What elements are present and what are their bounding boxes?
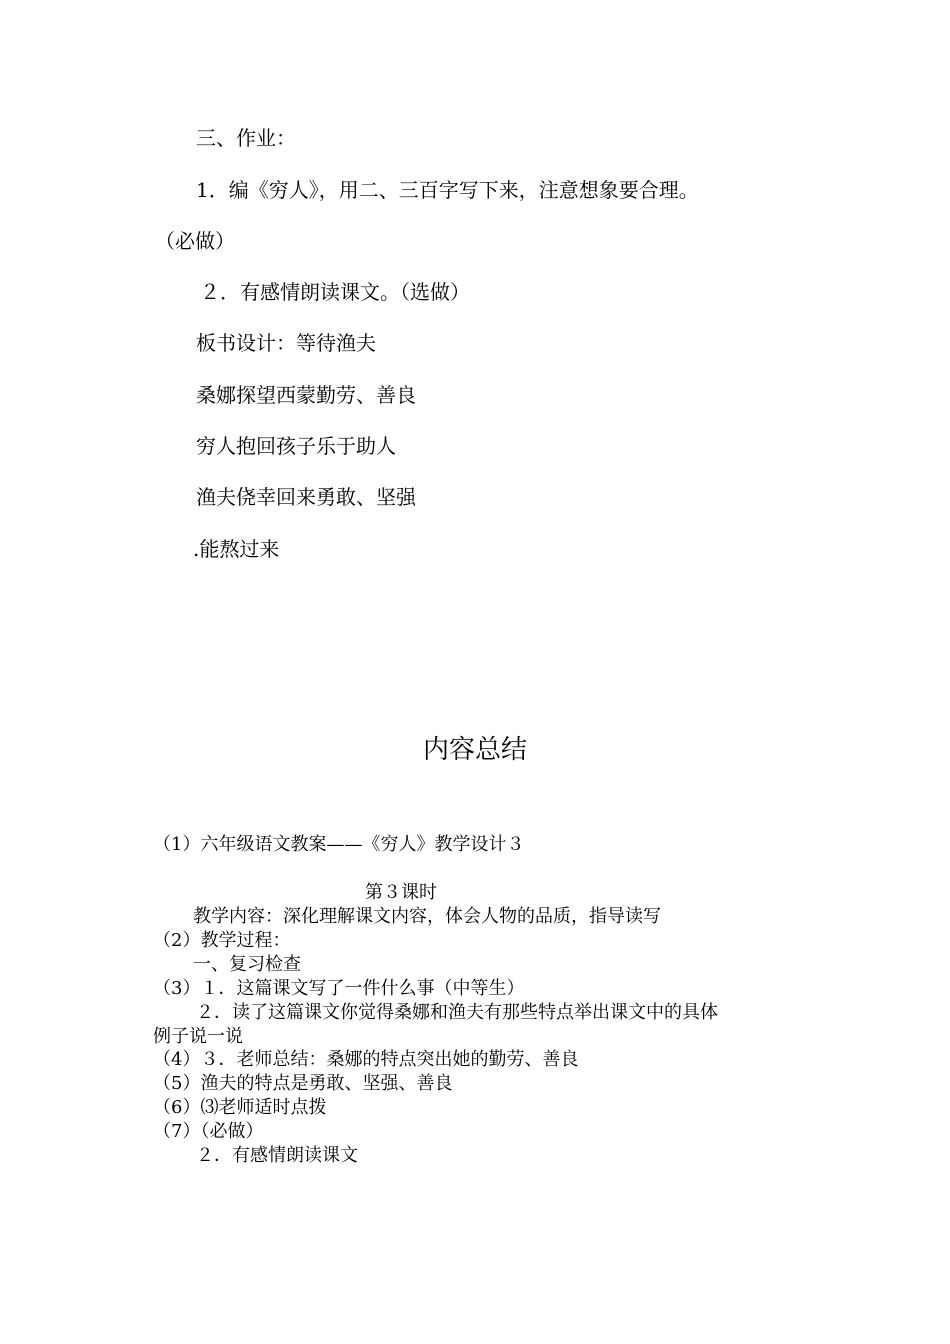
summary-line: 第３课时: [365, 882, 437, 903]
board-design-line-1: 桑娜探望西蒙勤劳、善良: [196, 383, 416, 407]
summary-line: （1）六年级语文教案——《穷人》教学设计３: [153, 834, 525, 855]
summary-line: ２．读了这篇课文你觉得桑娜和渔夫有那些特点举出课文中的具体: [196, 1002, 718, 1023]
summary-line: 例子说一说: [153, 1026, 243, 1047]
summary-line: （4）３．老师总结：桑娜的特点突出她的勤劳、善良: [153, 1049, 579, 1070]
board-design-line-3: 渔夫侥幸回来勇敢、坚强: [196, 485, 416, 509]
summary-line: （6）⑶老师适时点拨: [153, 1097, 327, 1118]
board-design-line-2: 穷人抱回孩子乐于助人: [196, 434, 396, 458]
summary-heading: 内容总结: [422, 735, 527, 765]
homework-item-2: ２．有感情朗读课文。（选做）: [200, 280, 470, 304]
homework-heading: 三、作业：: [196, 126, 296, 150]
board-design-line-4: .能熬过来: [193, 537, 280, 561]
summary-line: （3）１．这篇课文写了一件什么事（中等生）: [153, 978, 525, 999]
summary-line: 一、复习检查: [193, 954, 301, 975]
summary-line: （5）渔夫的特点是勇敢、坚强、善良: [153, 1073, 453, 1094]
summary-line: （2）教学过程：: [153, 930, 291, 951]
homework-item-1: 1．编《穷人》，用二、三百字写下来，注意想象要合理。: [196, 178, 699, 202]
summary-line: （7）（必做）: [153, 1121, 264, 1142]
summary-line: ２．有感情朗读课文: [196, 1145, 358, 1166]
homework-item-1-note: （必做）: [155, 229, 235, 253]
board-design-title: 板书设计：等待渔夫: [196, 331, 376, 355]
summary-line: 教学内容：深化理解课文内容，体会人物的品质，指导读写: [193, 906, 661, 927]
